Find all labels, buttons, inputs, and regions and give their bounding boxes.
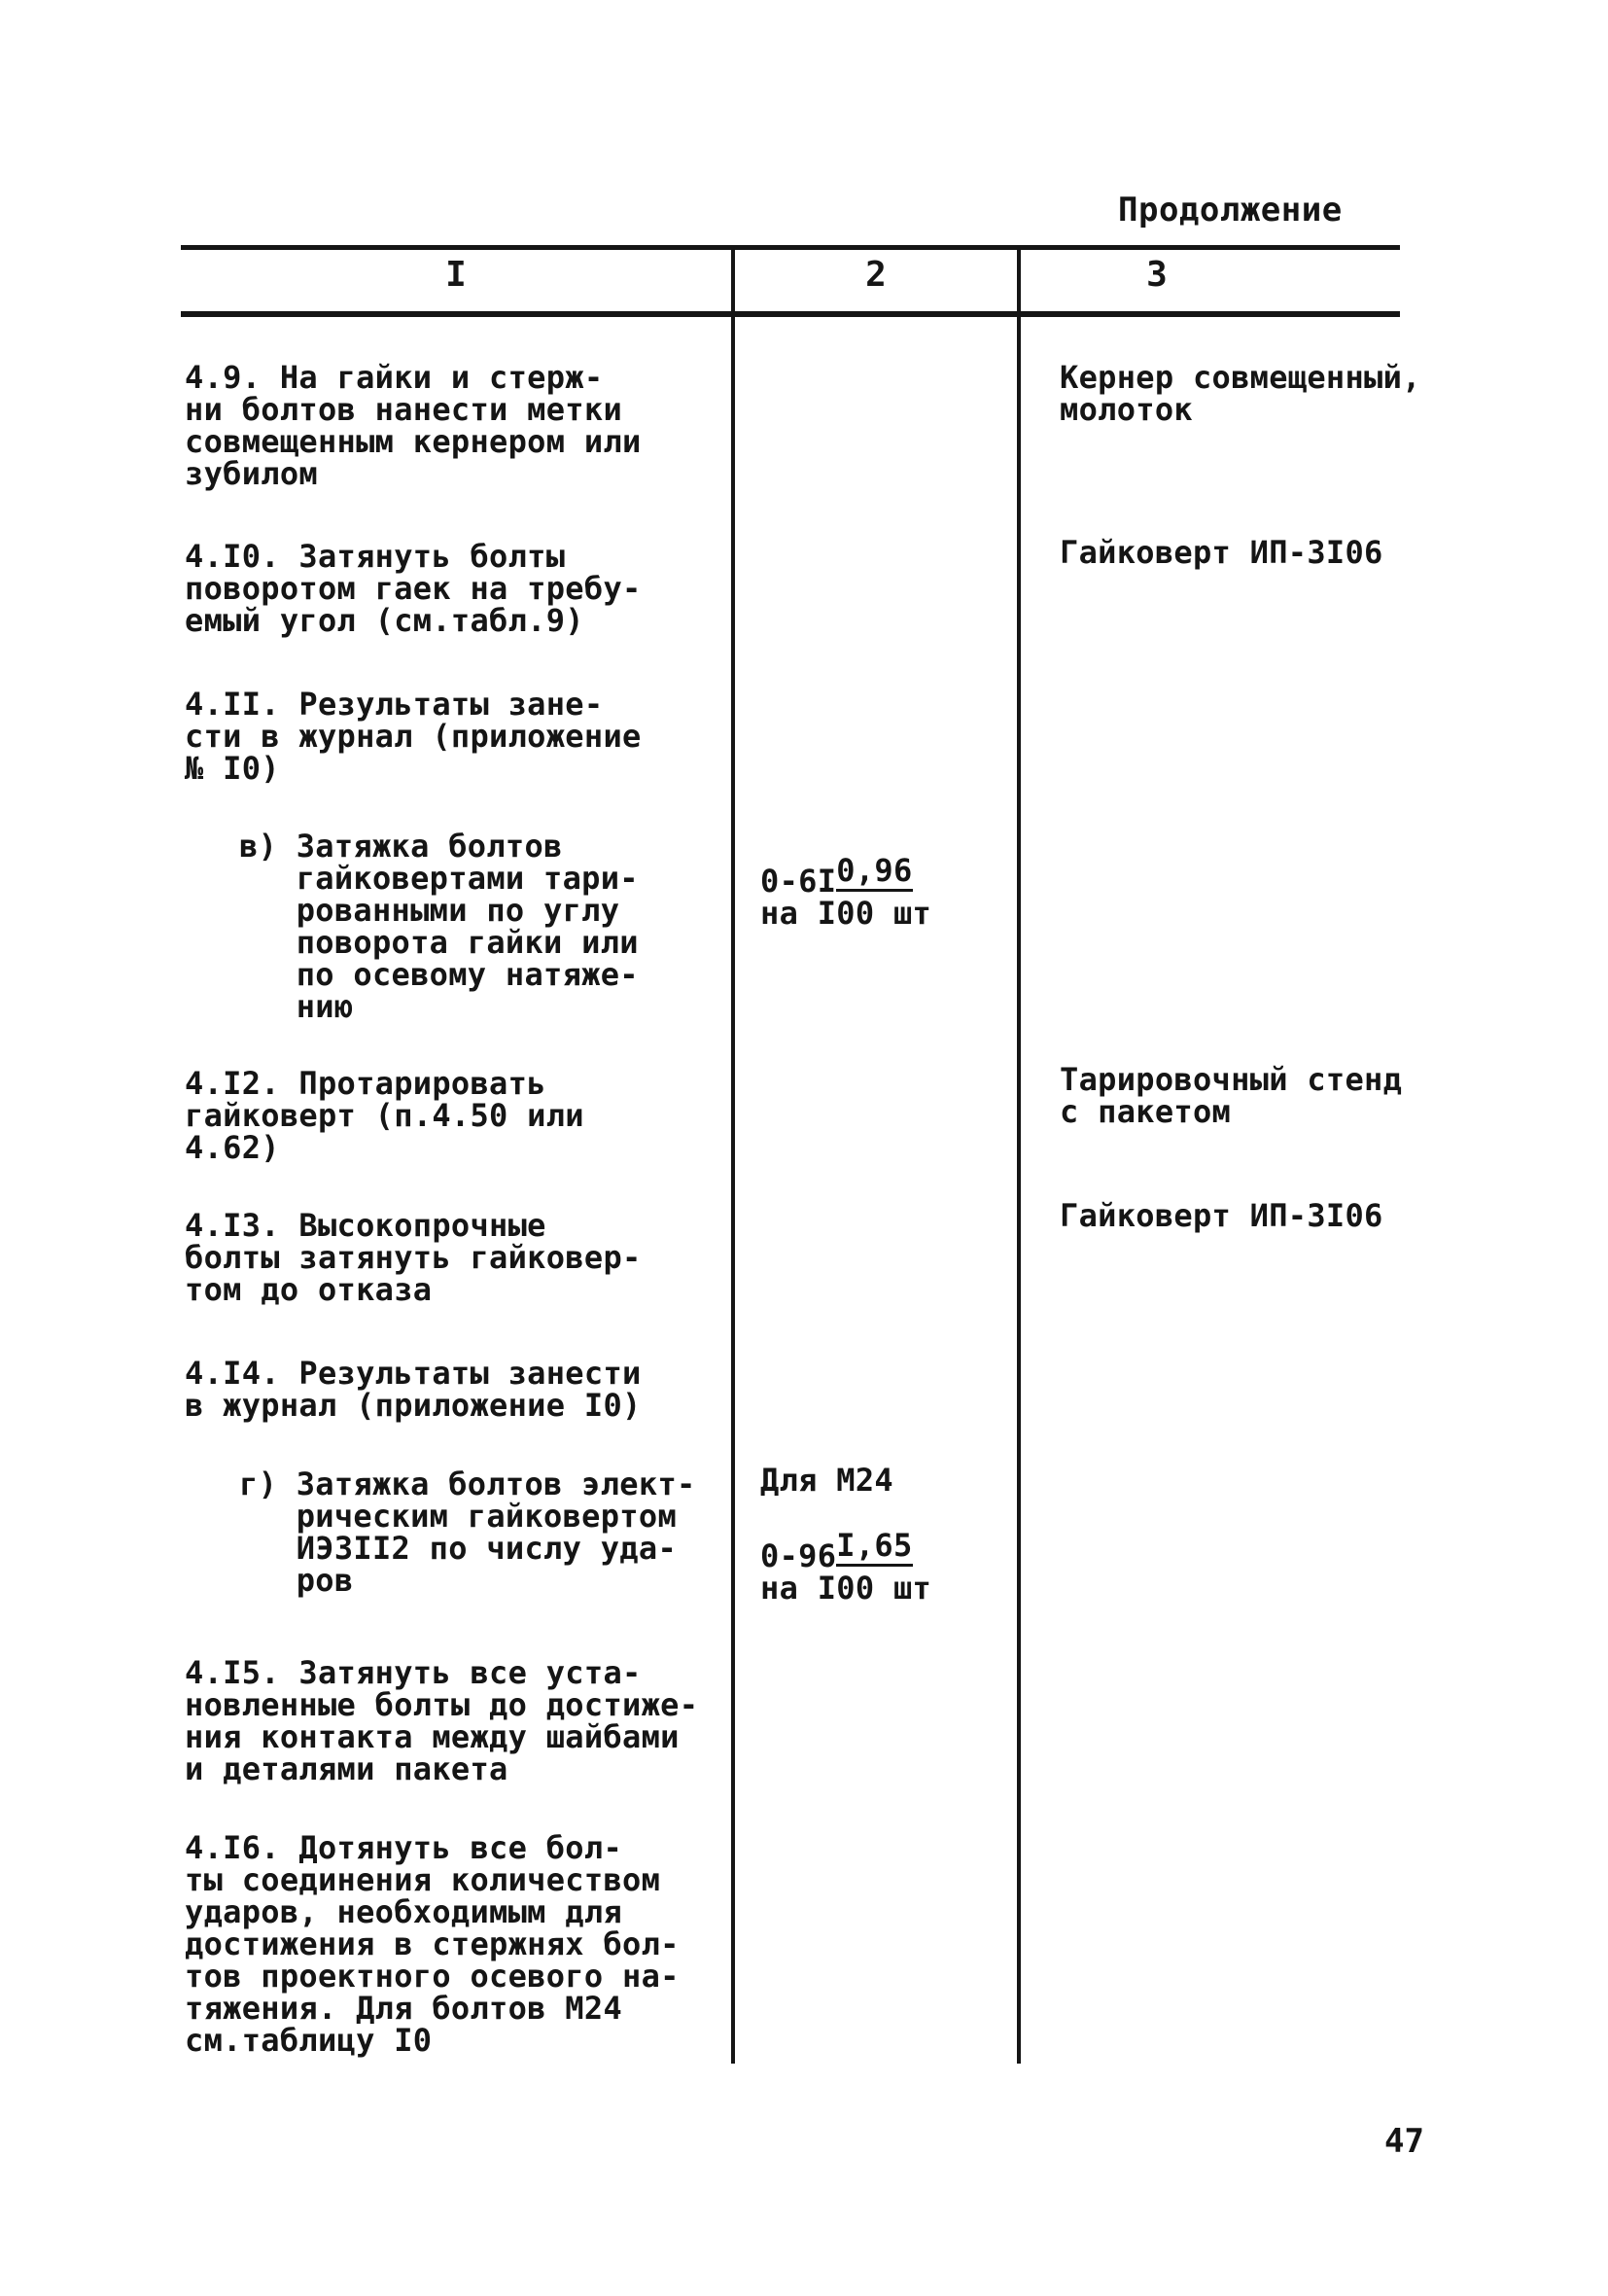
row-4-9-text: 4.9. На гайки и стерж- ни болтов нанести метки совмещенным кернером или зубилом: [185, 359, 642, 492]
column-header-1: I: [445, 255, 467, 295]
row-4-10-text: 4.I0. Затянуть болты поворотом гаек на требу- емый угол (см.табл.9): [185, 538, 642, 639]
row-4-15-text: 4.I5. Затянуть все уста- новленные болты до достиже- ния контакта между шайбами и деталями пакета: [185, 1654, 699, 1787]
row-4-10-tools: Гайковерт ИП-3I06: [1060, 534, 1383, 571]
row-g-norm-denominator: 0-96 на I00 шт: [760, 1537, 932, 1607]
column-divider-1: [731, 247, 735, 2064]
continuation-label: Продолжение: [1118, 191, 1343, 230]
row-4-9-tools: Кернер совмещенный, молоток: [1060, 359, 1421, 428]
row-4-12-text: 4.I2. Протарировать гайковерт (п.4.50 или 4.62): [185, 1065, 584, 1166]
table-header-top-rule: [181, 245, 1400, 250]
column-divider-2: [1017, 247, 1021, 2064]
row-4-13-tools: Гайковерт ИП-3I06: [1060, 1197, 1383, 1234]
column-header-2: 2: [865, 255, 887, 295]
row-4-11-text: 4.II. Результаты зане- сти в журнал (приложение № I0): [185, 686, 642, 787]
page-number: 47: [1384, 2122, 1424, 2161]
row-v-text: в) Затяжка болтов гайковертами тари- рованными по углу поворота гайки или по осевому натяже- нию: [239, 828, 639, 1025]
row-4-13-text: 4.I3. Высокопрочные болты затянуть гайковер- том до отказа: [185, 1207, 642, 1308]
row-v-norm-numerator: 0,96: [836, 855, 912, 892]
row-4-16-text: 4.I6. Дотянуть все бол- ты соединения количеством ударов, необходимым для достижения в стержнях бол- тов проектного осевого на- тяжения. Для болтов М24 см.таблицу I0: [185, 1829, 680, 2059]
row-4-14-text: 4.I4. Результаты занести в журнал (приложение I0): [185, 1355, 642, 1424]
column-header-3: 3: [1146, 255, 1168, 295]
row-g-norm-numerator: I,65: [836, 1530, 912, 1567]
row-g-text: г) Затяжка болтов элект- рическим гайковертом ИЭ3II2 по числу уда- ров: [239, 1466, 696, 1599]
table-header-bottom-rule: [181, 311, 1400, 317]
row-g-norm-label: Для М24: [760, 1462, 893, 1499]
row-v-norm-denominator: 0-6I на I00 шт: [760, 863, 932, 932]
row-4-12-tools: Тарировочный стенд с пакетом: [1060, 1061, 1403, 1130]
